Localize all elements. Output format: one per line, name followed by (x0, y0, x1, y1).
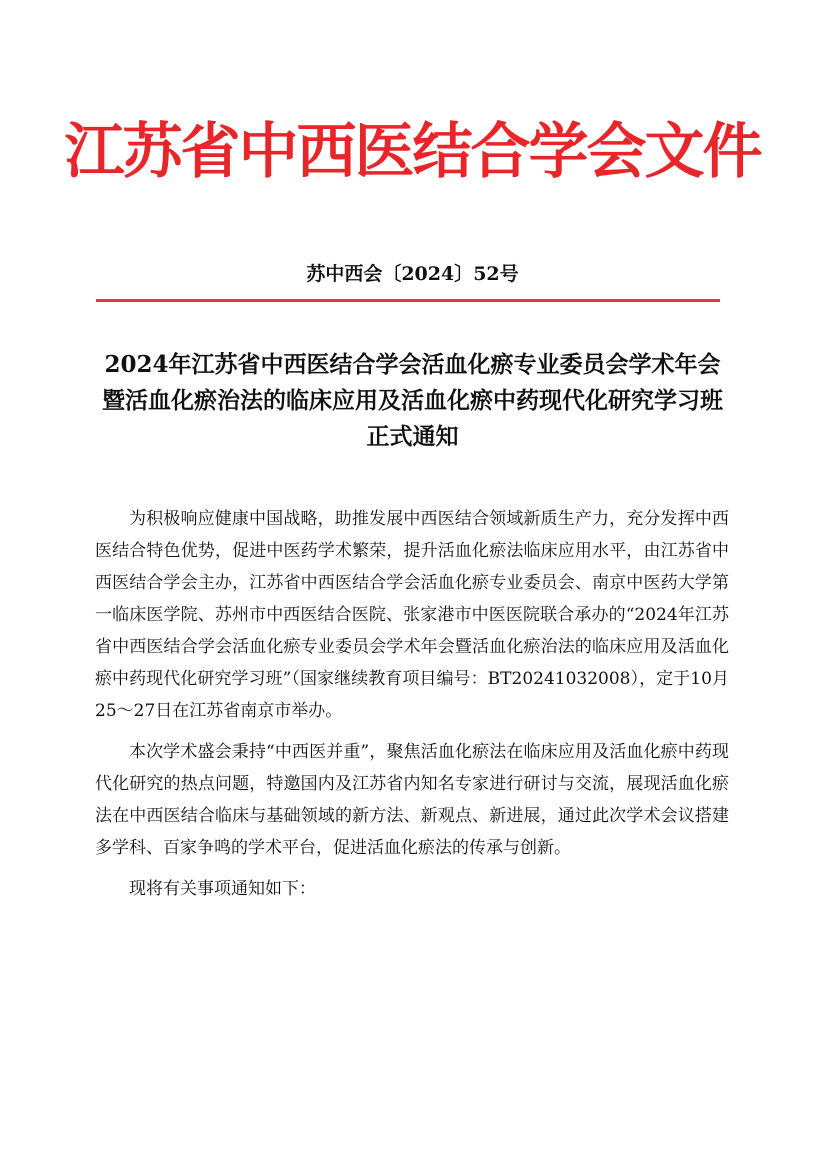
notice-title (70, 347, 755, 455)
notice-body (95, 503, 729, 914)
notice-title-line-2: 暨活血化瘀治法的临床应用及活血化瘀中药现代化研究学习班 (102, 387, 723, 414)
body-paragraph-1: 为积极响应健康中国战略，助推发展中西医结合领域新质生产力，充分发挥中西医结合特色优势，促进中医药学术繁荣，提升活血化瘀法临床应用水平，由江苏省中西医结合学会主办，江苏省中西医结合学会活血化瘀专业委员会、南京中医药大学第一临床医学院、苏州市中西医结合医院、张家港市中医医院联合承办的“2024年江苏省中西医结合学会活血化瘀专业委员会学术年会暨活血化瘀治法的临床应用及活血化瘀中药现代化研究学习班”（国家继续教育项目编号：BT20241032008），定于10月25～27日在江苏省南京市举办。 (95, 509, 729, 721)
body-paragraph-3: 现将有关事项通知如下： (129, 879, 316, 899)
red-divider-line (96, 299, 720, 302)
body-paragraph-2: 本次学术盛会秉持“中西医并重”，聚焦活血化瘀法在临床应用及活血化瘀中药现代化研究的热点问题，特邀国内及江苏省内知名专家进行研讨与交流，展现活血化瘀法在中西医结合临床与基础领域的新方法、新观点、新进展，通过此次学术会议搭建多学科、百家争鸣的学术平台，促进活血化瘀法的传承与创新。 (95, 742, 729, 858)
notice-title-line-1: 2024年江苏省中西医结合学会活血化瘀专业委员会学术年会 (104, 351, 721, 378)
notice-title-line-3: 正式通知 (366, 423, 459, 450)
document-number: 苏中西会〔2024〕52号 (306, 263, 519, 285)
masthead-title: 江苏省中西医结合学会文件 (64, 117, 761, 187)
